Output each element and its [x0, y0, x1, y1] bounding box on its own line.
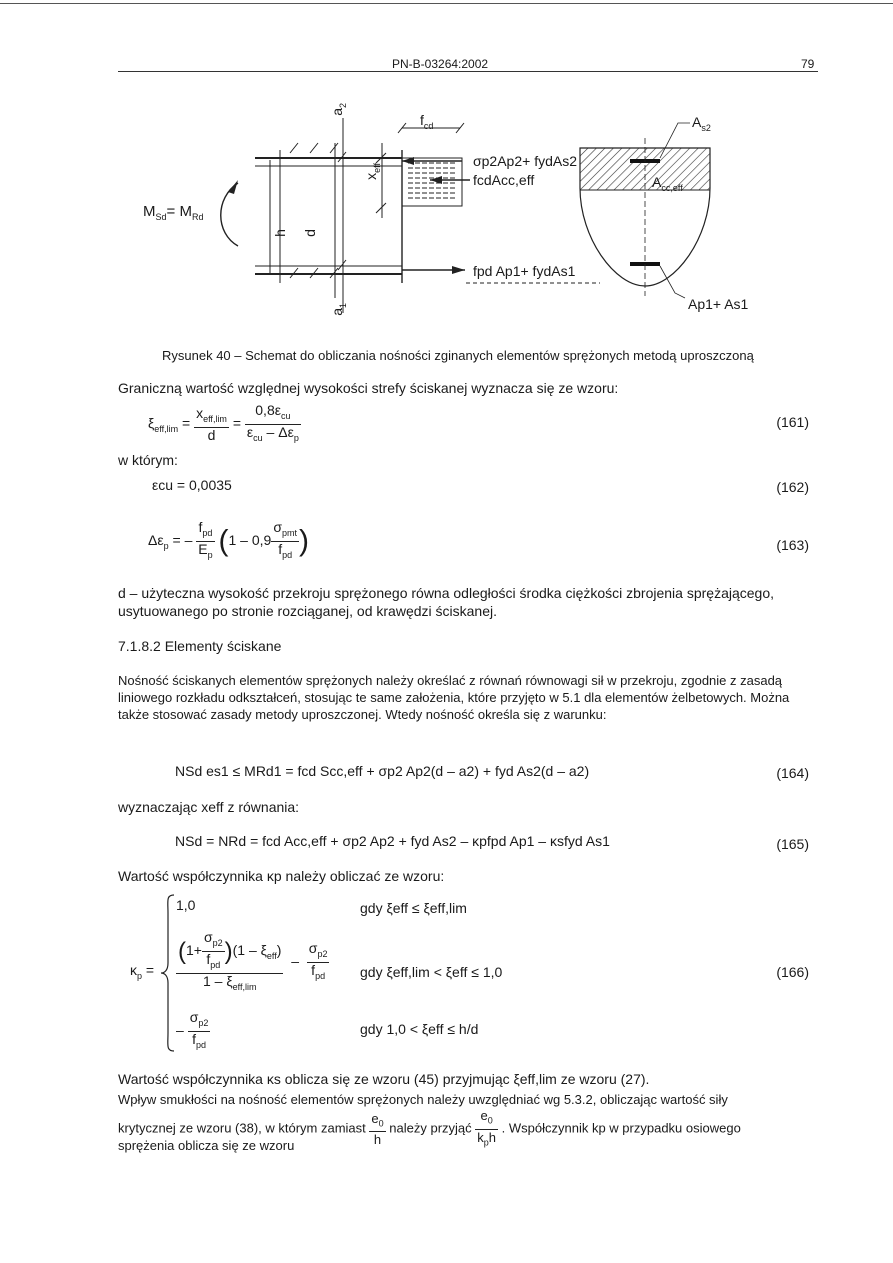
acceff-label: $A_{cc,eff}$ [652, 174, 683, 193]
ks-paragraph: Wartość współczynnika κs oblicza się ze wzoru (45) przyjmując ξeff,lim ze wzoru (27). [118, 1071, 650, 1087]
concrete-force-label: fcdAcc,eff [473, 172, 535, 188]
kp-case3-condition: gdy 1,0 < ξeff ≤ h/d [360, 1021, 479, 1037]
eq-161-number: (161) [776, 414, 809, 430]
dim-a1-label: $a_1$ [329, 302, 348, 316]
compressed-paragraph: Nośność ściskanych elementów sprężonych należy określać z równań równowagi sił w przekroju, zgodnie z zasadą liniowego rozkładu odkształceń, stosując te same założenia, które przyjęto w 5.1 dla elementów żelbetowych. Można także stosować zasady metody uproszczonej. Wtedy nośność określa się z warunku: [118, 673, 790, 722]
figure-40-diagram [130, 88, 780, 333]
kp-case2-expression: (1+ $\frac{\sigma_{p2}}{f_{pd}}$ )$(1 - \xi_{eff})$ $1 - \xi_{eff,lim}$ – $\frac{\sigma_{p2}}{f_{pd}}$ [176, 930, 329, 994]
bottom-force-label: fpd Ap1+ fydAs1 [473, 263, 576, 279]
figure-caption: Rysunek 40 – Schemat do obliczania nośności zginanych elementów sprężonych metodą uproszczoną [162, 348, 754, 363]
kp-case2-condition: gdy ξeff,lim < ξeff ≤ 1,0 [360, 964, 503, 980]
top-rule [0, 3, 893, 4]
kp-intro: Wartość współczynnika κp należy obliczać ze wzoru: [118, 868, 445, 884]
eq-163-number: (163) [776, 537, 809, 553]
as2-label: $A_{s2}$ [692, 114, 711, 133]
equation-166-lhs: $\kappa_p$ = [130, 962, 155, 981]
header-rule [118, 71, 818, 72]
equation-161: $\xi_{eff,lim}$ = $\frac{x_{eff,lim}}{d}$ = $\frac{0,8\varepsilon_{cu}}{\varepsilon_{cu} - \Delta\varepsilon_p}$ [148, 403, 301, 446]
kp-case1-value: 1,0 [176, 897, 196, 913]
kp-case1-condition: gdy ξeff ≤ ξeff,lim [360, 900, 467, 916]
dim-a2-label: $a_2$ [329, 102, 348, 116]
dim-h-label: h [271, 229, 288, 237]
dim-xeff-label: $x_{eff}$ [363, 162, 382, 180]
equation-164: NSd es1 ≤ MRd1 = fcd Scc,eff + σp2 Ap2(d – a2) + fyd As2(d – a2) [175, 763, 590, 779]
eq-165-number: (165) [776, 836, 809, 852]
moment-label: $M_{Sd}= M_{Rd}$ [143, 203, 204, 222]
equation-166-brace [160, 893, 176, 1053]
equation-162: εcu = 0,0035 [152, 477, 232, 493]
slender-line-3: sprężenia oblicza się ze wzoru [118, 1138, 295, 1153]
xeff-intro: wyznaczając xeff z równania: [118, 799, 300, 815]
eq-166-number: (166) [776, 964, 809, 980]
equation-165: NSd = NRd = fcd Acc,eff + σp2 Ap2 + fyd As2 – κpfpd Ap1 – κsfyd As1 [175, 833, 610, 849]
equation-163: $\Delta\varepsilon_p$ = – $\frac{f_{pd}}{E_p}$ (1 – 0,9 $\frac{\sigma_{pmt}}{f_{pd}}$ ) [148, 520, 309, 563]
header-standard: PN-B-03264:2002 [392, 57, 489, 71]
w-ktorym: w którym: [118, 452, 178, 468]
ap1-as1-label: Ap1+ As1 [688, 296, 749, 312]
kp-case3-expression: – $\frac{\sigma_{p2}}{f_{pd}}$ [176, 1010, 210, 1053]
intro-text: Graniczną wartość względnej wysokości strefy ściskanej wyznacza się ze wzoru: [118, 380, 619, 396]
eq-164-number: (164) [776, 765, 809, 781]
top-force-label: σp2Ap2+ fydAs2 [473, 153, 577, 169]
d-definition: d – użyteczna wysokość przekroju sprężonego równa odległości środka ciężkości zbrojenia sprężającego, usytuowanego po stronie rozciąganej, od krawędzi ściskanej. [118, 585, 775, 619]
slender-line-1: Wpływ smukłości na nośność elementów sprężonych należy uwzględniać wg 5.3.2, obliczając wartość siły [118, 1092, 728, 1107]
header-page-number: 79 [801, 57, 815, 71]
eq-162-number: (162) [776, 479, 809, 495]
slender-line-2: krytycznej ze wzoru (38), w którym zamiast $\frac{e_0}{h}$ należy przyjąć $\frac{e_0}{k_ph}$ . Współczynnik kp w przypadku osiowego [118, 1108, 818, 1150]
dim-fcd-label: $f_{cd}$ [420, 112, 434, 131]
dim-d-label: d [301, 229, 318, 237]
section-heading: 7.1.8.2 Elementy ściskane [118, 638, 282, 654]
